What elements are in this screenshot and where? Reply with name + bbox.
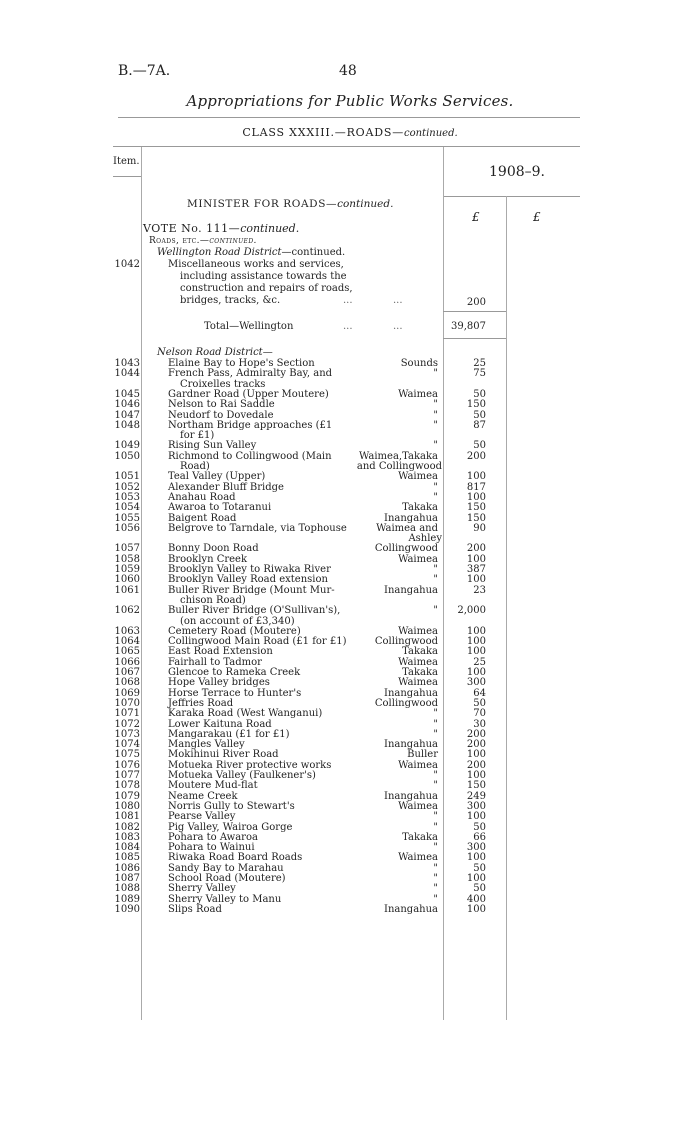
item-number: 1052 bbox=[114, 481, 140, 493]
district-line-main: Wellington Road District bbox=[157, 247, 282, 258]
item-number: 1043 bbox=[114, 358, 140, 369]
item-text: Pearse Valley bbox=[168, 811, 236, 823]
item-district: Takaka bbox=[402, 502, 438, 514]
item-number: 1062 bbox=[114, 605, 140, 617]
item-district: Waimea,Takaka bbox=[358, 450, 438, 462]
item-text: Anahau Road bbox=[168, 491, 236, 503]
item-amount: 100 bbox=[466, 667, 486, 678]
minister-main: MINISTER FOR ROADS— bbox=[187, 198, 338, 210]
item-text: Mangarakau (£1 for £1) bbox=[168, 728, 290, 740]
item-header-underline bbox=[113, 176, 141, 177]
table-top-rule bbox=[113, 146, 580, 147]
item-district: " bbox=[433, 893, 438, 905]
item-text: Hope Valley bridges bbox=[168, 677, 270, 689]
total-rule bbox=[443, 338, 506, 339]
year-underline bbox=[443, 196, 580, 197]
item-amount: 100 bbox=[466, 574, 486, 586]
item-text: Motueka River protective works bbox=[168, 759, 332, 771]
item-amount: 2,000 bbox=[457, 605, 486, 617]
item-amount: 50 bbox=[473, 883, 486, 895]
item-number: 1061 bbox=[114, 584, 140, 596]
item-number: 1063 bbox=[114, 625, 140, 637]
item-amount: 200 bbox=[466, 543, 486, 555]
item-text: Lower Kaituna Road bbox=[168, 718, 272, 730]
item-district: Waimea and bbox=[376, 522, 438, 534]
item-amount: 300 bbox=[466, 800, 486, 812]
item-number: 1067 bbox=[114, 667, 140, 678]
item-number: 1076 bbox=[114, 759, 140, 771]
item-amount: 200 bbox=[466, 739, 486, 751]
item-district: Waimea bbox=[398, 677, 438, 689]
item-number: 1085 bbox=[114, 852, 140, 864]
roads-line bbox=[149, 236, 257, 246]
item-district: Inangahua bbox=[384, 739, 438, 751]
item-district: Collingwood bbox=[374, 543, 438, 555]
item-number: 1083 bbox=[114, 831, 140, 843]
item-number: 1066 bbox=[114, 656, 140, 668]
item-district: " bbox=[433, 574, 438, 586]
item-text: Belgrove to Tarndale, via Tophouse bbox=[168, 522, 347, 534]
item-text: Awaroa to Totaranui bbox=[168, 502, 272, 514]
item-district: Takaka bbox=[402, 667, 438, 678]
item-number: 1073 bbox=[114, 728, 140, 740]
item-amount: 100 bbox=[466, 625, 486, 637]
item-text: Neudorf to Dovedale bbox=[168, 409, 274, 421]
item-text: School Road (Moutere) bbox=[168, 873, 286, 884]
total-column-rule bbox=[506, 196, 507, 1020]
item-text: Riwaka Road Board Roads bbox=[168, 852, 303, 864]
item-amount: 150 bbox=[466, 512, 486, 524]
district-line-cont: —continued. bbox=[281, 247, 346, 258]
item-amount: 300 bbox=[466, 677, 486, 689]
item-number: 1055 bbox=[114, 512, 140, 524]
item-number: 1054 bbox=[114, 502, 140, 514]
item-amount: 23 bbox=[473, 584, 486, 596]
item-district: " bbox=[433, 419, 438, 431]
item-number: 1080 bbox=[114, 800, 140, 812]
item-district: " bbox=[433, 811, 438, 823]
item-district: " bbox=[433, 821, 438, 833]
item-district: " bbox=[433, 368, 438, 380]
page-title: Appropriations for Public Works Services. bbox=[186, 92, 514, 110]
item-amount: 50 bbox=[473, 388, 486, 400]
item-column-rule bbox=[141, 147, 142, 1020]
item-text: Pohara to Wainui bbox=[168, 842, 255, 854]
item-text: Elaine Bay to Hope's Section bbox=[168, 358, 315, 369]
item-amount: 100 bbox=[466, 852, 486, 864]
item-text: Richmond to Collingwood (Main bbox=[168, 450, 332, 462]
item-district: Waimea bbox=[398, 759, 438, 771]
item-district: " bbox=[433, 780, 438, 792]
item-district: " bbox=[433, 718, 438, 730]
item-number: 1078 bbox=[114, 780, 140, 792]
item-amount: 200 bbox=[466, 297, 486, 308]
item-district: Inangahua bbox=[384, 903, 438, 915]
minister-heading bbox=[187, 198, 393, 210]
item-amount: 30 bbox=[473, 718, 486, 730]
roads-line-main: Roads, etc.— bbox=[149, 236, 210, 246]
item-amount: 50 bbox=[473, 440, 486, 452]
item-text: Norris Gully to Stewart's bbox=[168, 800, 295, 812]
item-amount: 100 bbox=[466, 471, 486, 483]
item-text: Karaka Road (West Wanganui) bbox=[168, 708, 323, 720]
item-text: Sherry Valley to Manu bbox=[168, 893, 282, 905]
item-amount: 100 bbox=[466, 749, 486, 761]
item-district: " bbox=[433, 883, 438, 895]
item-text: Miscellaneous works and services, bbox=[168, 259, 344, 270]
item-text: Slips Road bbox=[168, 903, 222, 915]
item-district: " bbox=[433, 399, 438, 411]
item-text: Brooklyn Valley Road extension bbox=[168, 574, 328, 586]
leader-dots: ... bbox=[343, 321, 353, 332]
item-text: Cemetery Road (Moutere) bbox=[168, 625, 301, 637]
column-header-item: Item. bbox=[113, 156, 140, 167]
item-number: 1047 bbox=[114, 409, 140, 421]
item-number: 1082 bbox=[114, 821, 140, 833]
item-amount: 817 bbox=[466, 481, 486, 493]
item-amount: 300 bbox=[466, 842, 486, 854]
item-district: Waimea bbox=[398, 656, 438, 668]
item-district: Waimea bbox=[398, 553, 438, 565]
leader-dots: ... bbox=[393, 321, 403, 332]
item-district: Waimea bbox=[398, 388, 438, 400]
item-amount: 100 bbox=[466, 646, 486, 658]
item-amount: 87 bbox=[473, 419, 486, 431]
item-text: Rising Sun Valley bbox=[168, 440, 257, 452]
item-text: Pohara to Awaroa bbox=[168, 831, 258, 843]
item-text: Sandy Bay to Marahau bbox=[168, 862, 284, 874]
item-amount: 100 bbox=[466, 636, 486, 648]
item-amount: 90 bbox=[473, 522, 486, 534]
item-district: Waimea bbox=[398, 625, 438, 637]
item-number: 1065 bbox=[114, 646, 140, 658]
item-text: construction and repairs of roads, bbox=[180, 283, 353, 294]
item-amount: 249 bbox=[466, 790, 486, 802]
item-number: 1068 bbox=[114, 677, 140, 689]
item-district: Ashley bbox=[408, 533, 442, 545]
item-amount: 50 bbox=[473, 862, 486, 874]
item-district: Collingwood bbox=[374, 697, 438, 709]
item-number: 1087 bbox=[114, 873, 140, 884]
item-number: 1057 bbox=[114, 543, 140, 555]
title-rule bbox=[118, 117, 580, 118]
item-text: Brooklyn Creek bbox=[168, 553, 248, 565]
subtotal-rule bbox=[443, 311, 506, 312]
item-number: 1064 bbox=[114, 636, 140, 648]
item-district: " bbox=[433, 873, 438, 884]
item-text: Mokihinui River Road bbox=[168, 749, 279, 761]
item-text: Buller River Bridge (O'Sullivan's), bbox=[168, 605, 341, 617]
item-number: 1084 bbox=[114, 842, 140, 854]
item-district: Waimea bbox=[398, 471, 438, 483]
item-text: Horse Terrace to Hunter's bbox=[168, 687, 302, 699]
item-amount: 200 bbox=[466, 450, 486, 462]
item-text: French Pass, Admiralty Bay, and bbox=[168, 368, 333, 380]
item-number: 1046 bbox=[114, 399, 140, 411]
page-number: 48 bbox=[339, 63, 357, 79]
item-district: and Collingwood bbox=[356, 461, 442, 472]
item-amount: 70 bbox=[473, 708, 486, 720]
item-text: including assistance towards the bbox=[180, 271, 347, 282]
item-number: 1074 bbox=[114, 739, 140, 751]
item-number: 1044 bbox=[114, 368, 140, 380]
item-amount: 50 bbox=[473, 409, 486, 421]
item-number: 1071 bbox=[114, 708, 140, 720]
item-text: Motueka Valley (Faulkener's) bbox=[168, 770, 316, 781]
item-number: 1056 bbox=[114, 522, 140, 534]
district-line bbox=[157, 248, 345, 258]
item-amount: 150 bbox=[466, 502, 486, 514]
item-text: Brooklyn Valley to Riwaka River bbox=[168, 564, 331, 575]
item-district: " bbox=[433, 481, 438, 493]
item-amount: 100 bbox=[466, 491, 486, 503]
item-amount: 50 bbox=[473, 821, 486, 833]
item-amount: 25 bbox=[473, 656, 486, 668]
item-text: bridges, tracks, &c. bbox=[180, 295, 281, 306]
item-district: " bbox=[433, 605, 438, 617]
item-text: Northam Bridge approaches (£1 bbox=[168, 419, 333, 431]
item-text: (on account of £3,340) bbox=[180, 615, 295, 627]
item-text: Fairhall to Tadmor bbox=[168, 656, 262, 668]
item-amount: 66 bbox=[473, 831, 486, 843]
item-district: Inangahua bbox=[384, 790, 438, 802]
item-text: Pig Valley, Wairoa Gorge bbox=[168, 821, 293, 833]
item-district: " bbox=[433, 862, 438, 874]
item-district: " bbox=[433, 708, 438, 720]
item-number: 1072 bbox=[114, 718, 140, 730]
item-amount: 150 bbox=[466, 399, 486, 411]
item-district: " bbox=[433, 770, 438, 781]
item-amount: 200 bbox=[466, 759, 486, 771]
item-district: " bbox=[433, 842, 438, 854]
item-amount: 387 bbox=[466, 564, 486, 575]
item-district: Inangahua bbox=[384, 512, 438, 524]
item-district: Takaka bbox=[402, 831, 438, 843]
item-text: Moutere Mud-flat bbox=[168, 780, 258, 792]
item-number: 1088 bbox=[114, 883, 140, 895]
item-amount: 150 bbox=[466, 780, 486, 792]
class-title bbox=[0, 126, 700, 139]
class-title-cont: continued. bbox=[404, 128, 458, 139]
item-number: 1089 bbox=[114, 893, 140, 905]
pound-sign-total: £ bbox=[533, 210, 541, 224]
item-number: 1075 bbox=[114, 749, 140, 761]
item-district: Waimea bbox=[398, 852, 438, 864]
item-text: Baigent Road bbox=[168, 512, 237, 524]
item-number: 1059 bbox=[114, 564, 140, 575]
nelson-heading: Nelson Road District— bbox=[157, 347, 273, 358]
item-text: chison Road) bbox=[180, 594, 246, 606]
item-amount: 50 bbox=[473, 697, 486, 709]
total-label: Total—Wellington bbox=[204, 321, 294, 332]
vote-line-cont: continued. bbox=[240, 222, 300, 235]
item-text: for £1) bbox=[180, 430, 215, 442]
section-code: B.—7A. bbox=[118, 63, 171, 79]
item-amount: 100 bbox=[466, 811, 486, 823]
item-text: Alexander Bluff Bridge bbox=[168, 481, 284, 493]
item-text: Gardner Road (Upper Moutere) bbox=[168, 388, 329, 400]
item-amount: 200 bbox=[466, 728, 486, 740]
item-district: Waimea bbox=[398, 800, 438, 812]
item-amount: 25 bbox=[473, 358, 486, 369]
pound-sign-amount: £ bbox=[472, 210, 480, 224]
roads-line-cont: continued. bbox=[209, 236, 257, 246]
item-district: " bbox=[433, 491, 438, 503]
item-number: 1079 bbox=[114, 790, 140, 802]
item-district: Collingwood bbox=[374, 636, 438, 648]
item-number: 1058 bbox=[114, 553, 140, 565]
item-number: 1070 bbox=[114, 697, 140, 709]
item-number: 1081 bbox=[114, 811, 140, 823]
item-text: Sherry Valley bbox=[168, 883, 236, 895]
item-text: East Road Extension bbox=[168, 646, 273, 658]
class-title-main: CLASS XXXIII.—ROADS— bbox=[242, 126, 404, 139]
item-number: 1050 bbox=[114, 450, 140, 462]
item-text: Nelson to Rai Saddle bbox=[168, 399, 275, 411]
vote-line-main: VOTE No. 111— bbox=[143, 222, 241, 235]
leader-dots: ... bbox=[343, 295, 353, 306]
amount-column-rule bbox=[443, 147, 444, 1020]
item-text: Neame Creek bbox=[168, 790, 238, 802]
item-district: Buller bbox=[407, 749, 438, 761]
item-text: Collingwood Main Road (£1 for £1) bbox=[168, 636, 347, 648]
item-amount: 100 bbox=[466, 903, 486, 915]
item-amount: 100 bbox=[466, 873, 486, 884]
item-amount: 100 bbox=[466, 770, 486, 781]
item-district: Sounds bbox=[400, 358, 438, 369]
item-number: 1042 bbox=[114, 259, 140, 270]
item-text: Glencoe to Rameka Creek bbox=[168, 667, 301, 678]
item-district: " bbox=[433, 440, 438, 452]
item-text: Bonny Doon Road bbox=[168, 543, 259, 555]
item-amount: 64 bbox=[473, 687, 486, 699]
item-text: Jeffries Road bbox=[168, 697, 234, 709]
item-district: Inangahua bbox=[384, 687, 438, 699]
item-text: Buller River Bridge (Mount Mur- bbox=[168, 584, 335, 596]
item-text: Mangles Valley bbox=[168, 739, 245, 751]
item-number: 1053 bbox=[114, 491, 140, 503]
item-text: Road) bbox=[180, 461, 210, 472]
item-number: 1045 bbox=[114, 388, 140, 400]
item-number: 1060 bbox=[114, 574, 140, 586]
item-district: Takaka bbox=[402, 646, 438, 658]
column-header-year: 1908–9. bbox=[489, 164, 545, 180]
item-amount: 75 bbox=[473, 368, 486, 380]
item-district: " bbox=[433, 409, 438, 421]
leader-dots: ... bbox=[393, 295, 403, 306]
item-amount: 100 bbox=[466, 553, 486, 565]
item-number: 1069 bbox=[114, 687, 140, 699]
item-text: Teal Valley (Upper) bbox=[168, 471, 266, 483]
item-district: " bbox=[433, 728, 438, 740]
item-number: 1077 bbox=[114, 770, 140, 781]
item-district: " bbox=[433, 564, 438, 575]
item-number: 1090 bbox=[114, 903, 140, 915]
item-amount: 400 bbox=[466, 893, 486, 905]
item-number: 1049 bbox=[114, 440, 140, 452]
item-text: Croixelles tracks bbox=[180, 378, 266, 390]
item-number: 1086 bbox=[114, 862, 140, 874]
item-district: Inangahua bbox=[384, 584, 438, 596]
total-amount: 39,807 bbox=[451, 321, 486, 332]
item-number: 1051 bbox=[114, 471, 140, 483]
vote-line bbox=[143, 224, 299, 234]
item-number: 1048 bbox=[114, 419, 140, 431]
minister-cont: continued. bbox=[337, 198, 394, 210]
